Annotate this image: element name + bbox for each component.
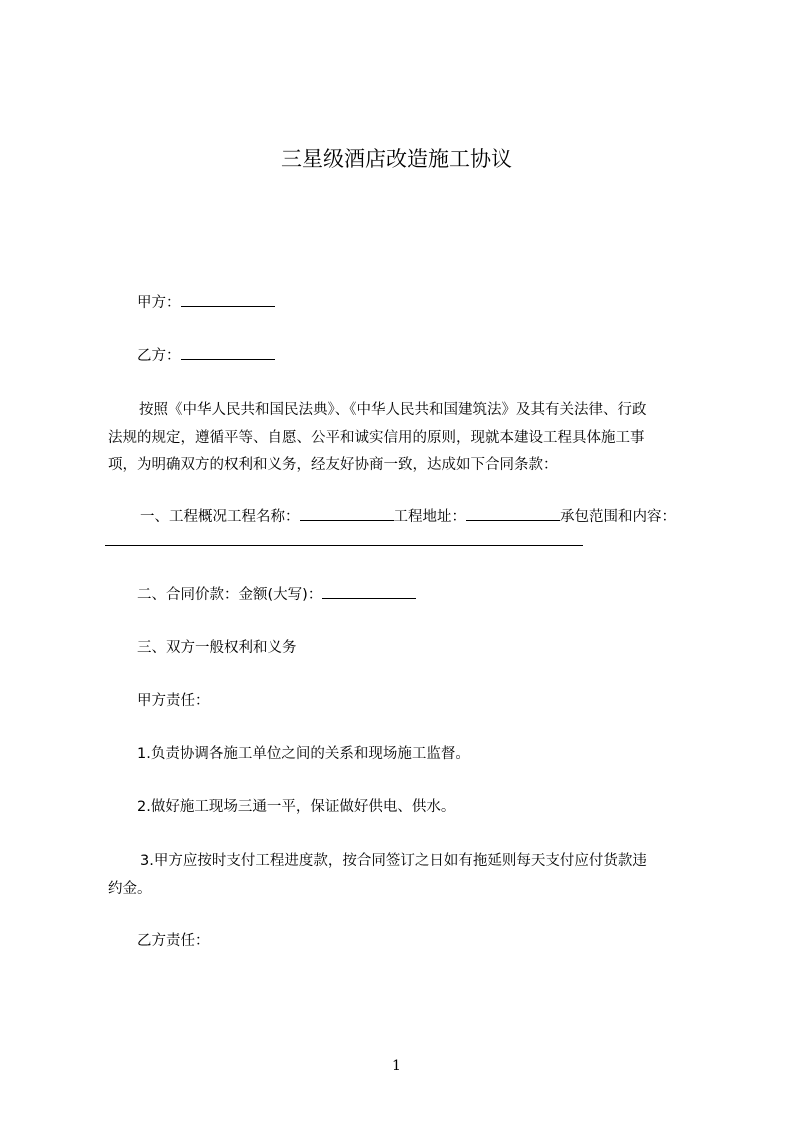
project-address-label: 工程地址： — [393, 509, 466, 525]
section-3-heading: 三、双方一般权利和义务 — [137, 640, 297, 656]
party-a-item-2: 2.做好施工现场三通一平，保证做好供电、供水。 — [137, 799, 456, 815]
intro-line-1: 按照《中华人民共和国民法典》、《中华人民共和国建筑法》及其有关法律、行政 — [139, 402, 647, 418]
project-address-blank — [466, 506, 560, 521]
section-1-line — [140, 506, 676, 527]
party-b-blank — [181, 345, 275, 360]
party-b-label: 乙方： — [137, 348, 181, 364]
party-a-line — [137, 292, 275, 313]
intro-line-3: 项，为明确双方的权利和义务，经友好协商一致，达成如下合同条款： — [108, 457, 558, 473]
project-name-blank — [300, 506, 394, 521]
document-title: 三星级酒店改造施工协议 — [281, 147, 512, 171]
party-a-responsibilities-label: 甲方责任： — [137, 693, 210, 709]
party-a-item-1: 1.负责协调各施工单位之间的关系和现场施工监督。 — [137, 746, 470, 762]
project-name-label: 一、工程概况工程名称： — [140, 509, 300, 525]
scope-blank — [105, 545, 583, 546]
party-b-responsibilities-label: 乙方责任： — [137, 933, 210, 949]
party-a-label: 甲方： — [137, 295, 181, 311]
section-2-line — [137, 584, 416, 605]
intro-line-2: 法规的规定，遵循平等、自愿、公平和诚实信用的原则，现就本建设工程具体施工事 — [108, 430, 645, 446]
party-a-blank — [181, 292, 275, 307]
contract-price-blank — [322, 584, 416, 599]
party-b-line — [137, 345, 275, 366]
party-a-item-3: 3.甲方应按时支付工程进度款，按合同签订之日如有拖延则每天支付应付货款违 — [140, 853, 647, 869]
contract-price-label: 二、合同价款：金额(大写)： — [137, 587, 323, 603]
page-number: 1 — [392, 1058, 401, 1074]
scope-label: 承包范围和内容： — [560, 509, 676, 525]
party-a-item-3-cont: 约金。 — [108, 881, 152, 897]
